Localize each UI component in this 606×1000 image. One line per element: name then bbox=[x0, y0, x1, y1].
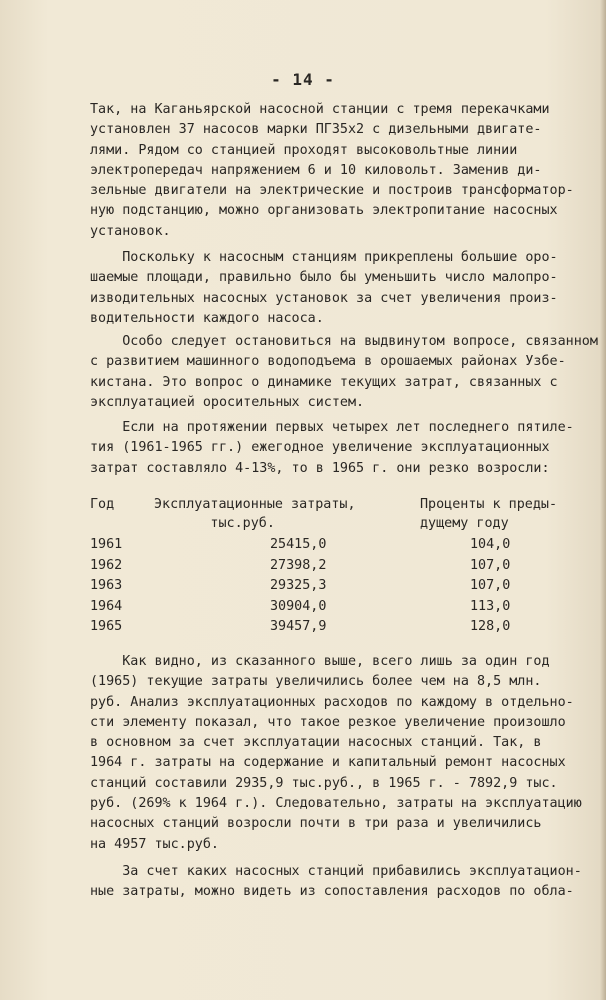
table-body bbox=[90, 537, 600, 640]
paragraph-analysis: Как видно, из сказанного выше, всего лишь за один год (1965) текущие затраты увеличились более чем на 8,5 млн. руб. Анализ эксплуатационных расходов по каждому в отдельно- сти элементу показал, что такое резкое увеличение произошло в основном за счет эксплуатации насосных станций. Так, в 1964 г. затраты на содержание и капитальный ремонт насосных станций составили 2935,9 тыс.руб., в 1965 г. - 7892,9 тыс. руб. (269% к 1964 г.). Следовательно, затраты на эксплуатацию насосных станций возросли почти в три раза и увеличились на 4957 тыс.руб. bbox=[90, 654, 582, 852]
cell-cost: 27398,2 bbox=[270, 557, 327, 573]
cell-percent: 107,0 bbox=[470, 578, 511, 593]
header-costs: Эксплуатационные затраты, тыс.руб. bbox=[154, 497, 356, 531]
cell-percent: 128,0 bbox=[470, 619, 511, 634]
table-row bbox=[90, 619, 600, 640]
cell-cost: 30904,0 bbox=[270, 598, 327, 614]
paragraph-costs-growth: Если на протяжении первых четырех лет последнего пятиле- тия (1961-1965 гг.) ежегодное увеличение эксплуатационных затрат составляло 4-13%, то в 1965 г. они резко возросли: bbox=[90, 420, 574, 476]
cell-year: 1963 bbox=[90, 578, 123, 593]
header-percent: Проценты к преды- дущему году bbox=[420, 497, 558, 531]
cell-year: 1962 bbox=[90, 557, 123, 573]
paragraph-current-costs: Особо следует остановиться на выдвинутом вопросе, связанном с развитием машинного водоподъема в орошаемых районах Узбе- кистана. Это вопрос о динамике текущих затрат, связанных с эксплуатацией оросительных систем. bbox=[90, 334, 598, 410]
cell-year: 1965 bbox=[90, 619, 123, 634]
paragraph-irrigated-areas: Поскольку к насосным станциям прикреплены большие оро- шаемые площади, правильно было бы уменьшить число малопро- изводительных насосных установок за счет увеличения произ- водительности каждого насоса. bbox=[90, 250, 558, 326]
table-row bbox=[90, 578, 600, 599]
table-row bbox=[90, 537, 600, 558]
table-row bbox=[90, 599, 600, 620]
page-edge-shadow bbox=[600, 0, 606, 1000]
paragraph-pump-station: Так, на Каганьярской насосной станции с тремя перекачками установлен 37 насосов марки ПГ35х2 с дизельными двигате- лями. Рядом со станцией проходят высоковольтные линии электропередач напряжением 6 и 10 киловольт. Заменив ди- зельные двигатели на электрические и построив трансформатор- ную подстанцию, можно организовать электропитание насосных установок. bbox=[90, 102, 574, 239]
table-row bbox=[90, 558, 600, 579]
cell-percent: 104,0 bbox=[470, 537, 511, 552]
table-header bbox=[90, 495, 600, 539]
header-year: Год bbox=[90, 497, 115, 512]
page-number: - 14 - bbox=[271, 70, 335, 89]
cell-cost: 39457,9 bbox=[270, 619, 327, 634]
costs-table bbox=[90, 495, 600, 634]
cell-percent: 113,0 bbox=[470, 598, 511, 614]
cell-percent: 107,0 bbox=[470, 557, 511, 573]
cell-year: 1961 bbox=[90, 537, 123, 552]
cell-year: 1964 bbox=[90, 598, 123, 614]
cell-cost: 29325,3 bbox=[270, 578, 327, 593]
paragraph-regions: За счет каких насосных станций прибавились эксплуатацион- ные затраты, можно видеть из сопоставления расходов по обла- bbox=[90, 864, 582, 900]
cell-cost: 25415,0 bbox=[270, 537, 327, 552]
